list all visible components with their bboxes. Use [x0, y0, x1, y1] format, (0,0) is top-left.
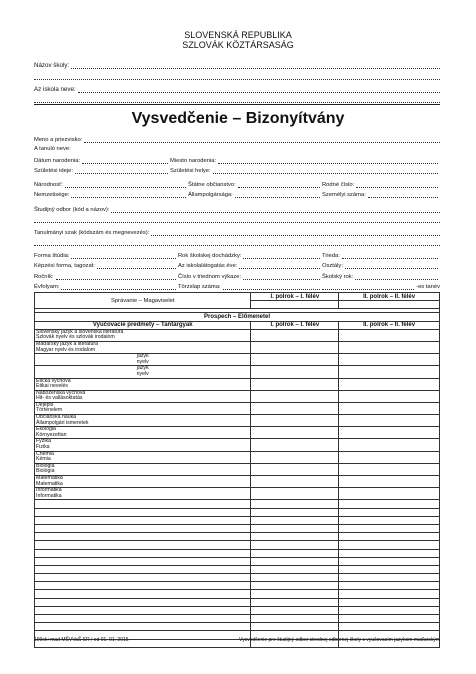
student-name-hu-row: [34, 146, 440, 152]
grade-cell[interactable]: [251, 557, 339, 565]
nationality-row[interactable]: [34, 182, 440, 188]
subject-name: Etická výchova: [36, 377, 71, 384]
empty-subject-row[interactable]: [35, 606, 251, 614]
subject-name-hu: Magyar nyelv és irodalom: [36, 346, 96, 353]
grade-cell[interactable]: [339, 582, 440, 590]
dob-label-hu: Születési ideje:: [34, 168, 73, 174]
subjects-header: Vyučovacie predmety – Tantárgyak: [35, 321, 251, 329]
form-label: Forma štúdia:: [34, 253, 70, 259]
school-address-field[interactable]: [34, 86, 440, 93]
study-field-row[interactable]: [34, 207, 440, 213]
grade-cell[interactable]: [339, 590, 440, 598]
subject-name: Matematika: [36, 475, 63, 481]
grade-cell[interactable]: [339, 439, 440, 451]
subject-name: Občianska náuka: [36, 414, 77, 421]
subject-row: [35, 427, 251, 439]
grade-cell[interactable]: [251, 598, 339, 606]
grade-cell[interactable]: [339, 565, 440, 573]
country-name-hu: SZLOVÁK KÖZTÁRSASÁG: [182, 40, 294, 50]
grade-cell[interactable]: [339, 488, 440, 500]
behaviour-sem2-cell[interactable]: [339, 301, 440, 309]
study-field-hu-row[interactable]: [34, 230, 440, 236]
grade-cell[interactable]: [339, 390, 440, 402]
form-row[interactable]: [34, 253, 440, 259]
grade-cell[interactable]: [251, 590, 339, 598]
grade-cell[interactable]: [339, 508, 440, 516]
empty-subject-row[interactable]: [35, 598, 251, 606]
dob-row[interactable]: [34, 158, 440, 164]
empty-subject-row[interactable]: [35, 524, 251, 532]
grade-cell[interactable]: [251, 354, 339, 366]
grade-cell[interactable]: [251, 516, 339, 524]
grade-cell[interactable]: [339, 463, 440, 475]
empty-subject-row[interactable]: [35, 533, 251, 541]
study-field-label-hu: Tanulmányi szak (kódszám és megnevezés):: [34, 230, 150, 236]
behaviour-label: Správanie – Magaviselet: [35, 293, 251, 309]
study-field-hu-row-2[interactable]: [34, 240, 440, 246]
subject-name-hu: Etikai nevelés: [36, 383, 69, 390]
subject-name-hu: Hit- és vallásoktatás: [36, 395, 83, 402]
grade-cell[interactable]: [251, 476, 339, 488]
grade-cell[interactable]: [251, 390, 339, 402]
subject-row: [35, 415, 251, 427]
empty-subject-row[interactable]: [35, 582, 251, 590]
empty-subject-row[interactable]: [35, 557, 251, 565]
grade-cell[interactable]: [339, 541, 440, 549]
grade-cell[interactable]: [339, 415, 440, 427]
grade-cell[interactable]: [251, 415, 339, 427]
subject-row: [35, 390, 251, 402]
language-label-hu: nyelv: [136, 358, 149, 365]
language-label: jazyk: [136, 353, 149, 360]
empty-subject-row[interactable]: [35, 508, 251, 516]
dob-label: Dátum narodenia:: [34, 158, 81, 164]
grades-table: [34, 292, 440, 648]
grade-cell[interactable]: [339, 533, 440, 541]
grade-label: Ročník:: [34, 274, 54, 280]
subject-name: Dejepis: [36, 401, 54, 408]
study-field-label: Študijný odbor (kód a názov):: [34, 207, 110, 213]
school-name-field-2[interactable]: [34, 74, 440, 80]
subject-name-hu: Informatika: [36, 492, 62, 499]
school-year-label: Školský rok:: [322, 274, 354, 280]
language-label: jazyk: [136, 365, 149, 372]
empty-subject-row[interactable]: [35, 590, 251, 598]
school-address-field-2[interactable]: [34, 97, 440, 103]
subject-name: Ekológia: [36, 426, 56, 433]
class-label: Trieda:: [322, 253, 340, 259]
grade-cell[interactable]: [339, 598, 440, 606]
grade-cell[interactable]: [251, 508, 339, 516]
subject-name-hu: Szlovák nyelv és szlovák irodalom: [36, 334, 115, 341]
language-row[interactable]: [35, 354, 251, 366]
citizenship-label-hu: Állampolgársága:: [188, 192, 233, 198]
pob-label-hu: Születési helye:: [170, 168, 211, 174]
progress-header: Prospech – Előmenetel: [35, 313, 440, 321]
subject-row: [35, 402, 251, 414]
grade-cell[interactable]: [339, 557, 440, 565]
grade-cell[interactable]: [251, 366, 339, 378]
empty-subject-row[interactable]: [35, 565, 251, 573]
subject-name-hu: Fizika: [36, 444, 50, 451]
grade-cell[interactable]: [339, 549, 440, 557]
page-title: Vysvedčenie – Bizonyítvány: [131, 110, 345, 127]
student-name-label: Meno a priezvisko:: [34, 137, 83, 143]
subject-name: Informatika: [36, 487, 62, 494]
grade-cell[interactable]: [339, 623, 440, 631]
language-row[interactable]: [35, 366, 251, 378]
grade-cell[interactable]: [251, 574, 339, 582]
grade-cell[interactable]: [339, 476, 440, 488]
year-label-hu: Az iskolalátogatás éve:: [178, 263, 238, 269]
grade-cell[interactable]: [251, 533, 339, 541]
grade-cell[interactable]: [339, 451, 440, 463]
register-label: Číslo v triednom výkaze:: [178, 274, 242, 280]
semester-1-header: I. polrok – I. félév: [251, 293, 339, 301]
behaviour-sem1-cell[interactable]: [251, 301, 339, 309]
grade-cell[interactable]: [251, 402, 339, 414]
empty-subject-row[interactable]: [35, 549, 251, 557]
grade-hu-row[interactable]: [34, 284, 440, 290]
form-code: 199sk+mad MŠVVaŠ SR / od 01. 01. 2015: [34, 637, 129, 643]
subject-row: [35, 488, 251, 500]
grade-cell[interactable]: [251, 549, 339, 557]
subject-name: Slovenský jazyk a slovenská literatúra: [36, 328, 124, 335]
grade-cell[interactable]: [251, 565, 339, 573]
birth-number-label: Rodné číslo:: [322, 182, 355, 188]
grade-cell[interactable]: [339, 427, 440, 439]
semester-1-header-2: I. polrok – I. félév: [251, 321, 339, 329]
empty-subject-row[interactable]: [35, 623, 251, 631]
school-year-suffix: -es tanév: [416, 284, 440, 290]
subject-name: Chémia: [36, 450, 54, 457]
grade-cell[interactable]: [251, 606, 339, 614]
subject-name-hu: Matematika: [36, 480, 63, 487]
subject-name: Maďarský jazyk a literatúra: [36, 340, 98, 347]
grade-cell[interactable]: [251, 524, 339, 532]
subject-name: Náboženská výchova: [36, 389, 86, 396]
grade-cell[interactable]: [251, 427, 339, 439]
header-separator: [34, 104, 440, 105]
grade-cell[interactable]: [339, 378, 440, 390]
grade-cell[interactable]: [339, 402, 440, 414]
nationality-label-hu: Nemzetisége:: [34, 192, 70, 198]
grade-cell[interactable]: [339, 606, 440, 614]
student-name-field[interactable]: [34, 137, 440, 143]
empty-subject-row[interactable]: [35, 574, 251, 582]
subject-name: Biológia: [36, 462, 55, 469]
dob-hu-row[interactable]: [34, 168, 440, 174]
nationality-label: Národnosť:: [34, 182, 63, 188]
grade-cell[interactable]: [251, 582, 339, 590]
grade-cell[interactable]: [339, 329, 440, 341]
subject-row: [35, 476, 251, 488]
grade-cell[interactable]: [251, 541, 339, 549]
subject-row: [35, 451, 251, 463]
grade-cell[interactable]: [251, 488, 339, 500]
grade-cell[interactable]: [251, 615, 339, 623]
subject-row: [35, 341, 251, 353]
nationality-hu-row[interactable]: [34, 192, 440, 198]
grade-cell[interactable]: [339, 366, 440, 378]
subject-row: [35, 378, 251, 390]
empty-subject-row[interactable]: [35, 541, 251, 549]
subject-row: [35, 439, 251, 451]
form-hu-row[interactable]: [34, 263, 440, 269]
subject-row: [35, 463, 251, 475]
school-name-label: Názov školy:: [34, 62, 70, 69]
semester-2-header-2: II. polrok – II. félév: [339, 321, 440, 329]
citizenship-label: Štátne občianstvo:: [188, 182, 236, 188]
grade-cell[interactable]: [251, 451, 339, 463]
grade-cell[interactable]: [251, 623, 339, 631]
id-label-hu: Személyi száma:: [322, 192, 366, 198]
grade-cell[interactable]: [251, 341, 339, 353]
semester-2-header: II. polrok – II. félév: [339, 293, 440, 301]
school-address-label: Az iskola neve:: [34, 86, 76, 93]
grade-cell[interactable]: [339, 574, 440, 582]
country-name-sk: SLOVENSKÁ REPUBLIKA: [184, 30, 292, 40]
student-name-label-hu: A tanuló neve:: [34, 146, 71, 152]
grade-cell[interactable]: [251, 329, 339, 341]
subject-name: Fyzika: [36, 438, 51, 445]
grade-cell[interactable]: [251, 500, 339, 508]
pob-label: Miesto narodenia:: [170, 158, 217, 164]
footer: [34, 637, 440, 643]
class-label-hu: Osztály:: [322, 263, 343, 269]
register-label-hu: Törzslap száma:: [178, 284, 221, 290]
subject-row: [35, 329, 251, 341]
grade-cell[interactable]: [339, 615, 440, 623]
grade-cell[interactable]: [251, 463, 339, 475]
country-header: [0, 30, 476, 50]
form-label-hu: Képzési forma, tagozat:: [34, 263, 95, 269]
subject-name-hu: Biológia: [36, 468, 55, 475]
empty-subject-row[interactable]: [35, 516, 251, 524]
grade-label-hu: Évfolyam:: [34, 284, 60, 290]
school-name-field[interactable]: [34, 62, 440, 69]
grade-cell[interactable]: [339, 500, 440, 508]
grade-cell[interactable]: [339, 354, 440, 366]
grade-cell[interactable]: [251, 439, 339, 451]
subject-name-hu: Állampolgári ismeretek: [36, 419, 89, 426]
grade-cell[interactable]: [339, 341, 440, 353]
language-label-hu: nyelv: [136, 370, 149, 377]
form-description: Vysvedčenie pre študijný odbor strednej odbornej školy s vyučovacím jazykom maďarským: [238, 637, 440, 643]
grade-cell[interactable]: [339, 524, 440, 532]
grade-row[interactable]: [34, 274, 440, 280]
empty-subject-row[interactable]: [35, 500, 251, 508]
year-label: Rok školskej dochádzky:: [178, 253, 242, 259]
grade-cell[interactable]: [339, 516, 440, 524]
subject-name-hu: Környezettan: [36, 431, 67, 438]
study-field-row-2[interactable]: [34, 217, 440, 223]
subject-name-hu: Történelem: [36, 407, 63, 414]
grade-cell[interactable]: [251, 378, 339, 390]
empty-subject-row[interactable]: [35, 615, 251, 623]
subject-name-hu: Kémia: [36, 456, 51, 463]
